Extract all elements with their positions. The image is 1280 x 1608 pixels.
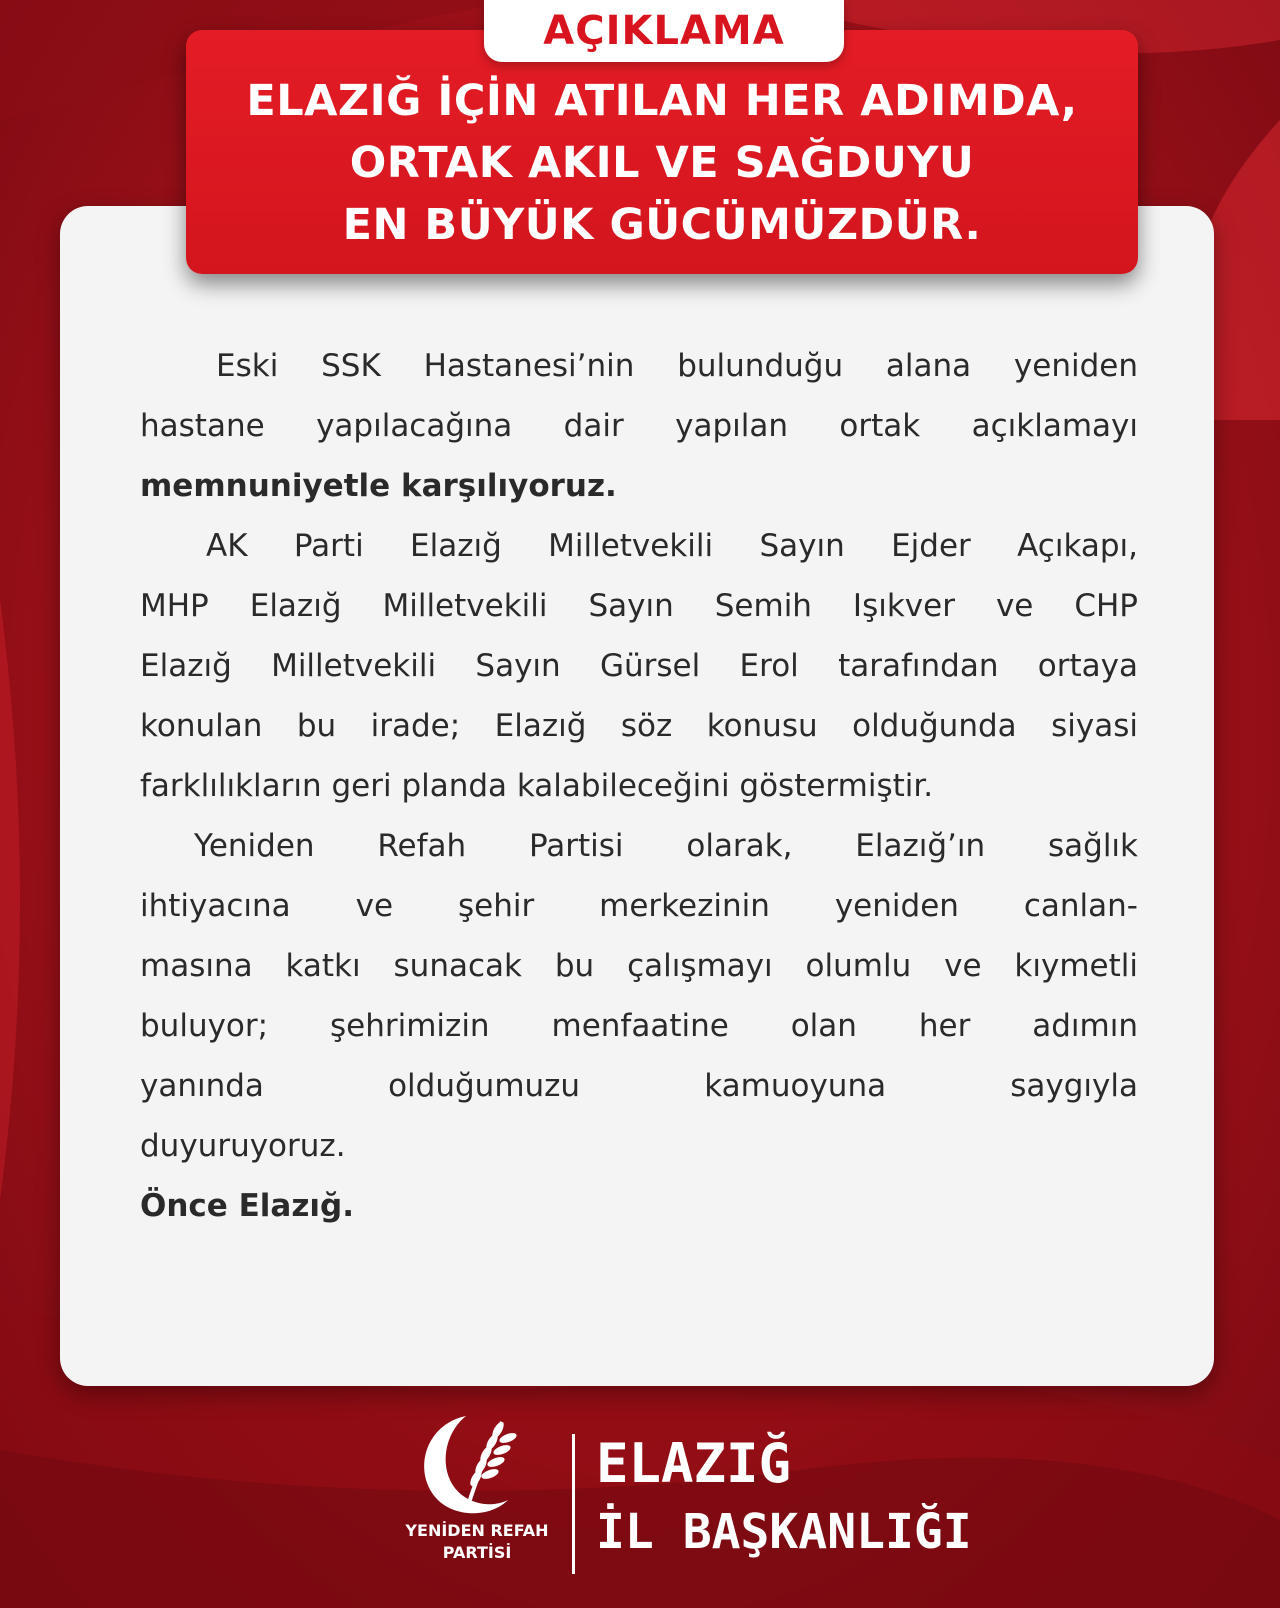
headline-line-1: ELAZIĞ İÇİN ATILAN HER ADIMDA, xyxy=(246,76,1078,126)
headline-line-3: EN BÜYÜK GÜCÜMÜZDÜR. xyxy=(342,200,982,250)
party-name xyxy=(392,1520,562,1564)
statement-line: Yeniden Refah Partisi olarak, Elazığ’ın sağlık xyxy=(194,828,1138,864)
statement-line: yanında olduğumuzu kamuoyuna saygıyla xyxy=(140,1068,1138,1104)
statement-closing: Önce Elazığ. xyxy=(140,1188,354,1224)
statement-line: farklılıkların geri planda kalabileceğini göstermiştir. xyxy=(140,768,934,804)
crescent-wheat-logo-icon xyxy=(404,1410,534,1520)
statement-line: Elazığ Milletvekili Sayın Gürsel Erol tarafından ortaya xyxy=(140,648,1138,684)
statement-line: MHP Elazığ Milletvekili Sayın Semih Işıkver ve CHP xyxy=(140,588,1138,624)
footer xyxy=(0,1396,1280,1608)
statement-line: masına katkı sunacak bu çalışmayı olumlu ve kıymetli xyxy=(140,948,1138,984)
city-name: ELAZIĞ xyxy=(596,1432,792,1495)
statement-line: ihtiyacına ve şehir merkezinin yeniden canlan- xyxy=(140,888,1138,924)
headline-line-2: ORTAK AKIL VE SAĞDUYU xyxy=(349,138,975,188)
statement-text xyxy=(140,336,1138,1236)
statement-line: AK Parti Elazığ Milletvekili Sayın Ejder Açıkapı, xyxy=(206,528,1138,564)
headline-banner xyxy=(186,30,1138,274)
announcement-tag xyxy=(484,0,844,62)
party-name-line-2: PARTİSİ xyxy=(442,1543,512,1562)
office-name: İL BAŞKANLIĞI xyxy=(596,1504,972,1560)
statement-line: buluyor; şehrimizin menfaatine olan her adımın xyxy=(140,1008,1138,1044)
statement-line: konulan bu irade; Elazığ söz konusu olduğunda siyasi xyxy=(140,708,1138,744)
party-name-line-1: YENİDEN REFAH xyxy=(405,1521,549,1540)
statement-line: hastane yapılacağına dair yapılan ortak açıklamayı xyxy=(140,408,1138,444)
statement-line-emphasis: memnuniyetle karşılıyoruz. xyxy=(140,468,617,504)
statement-line: Eski SSK Hastanesi’nin bulunduğu alana yeniden xyxy=(216,348,1138,384)
footer-divider xyxy=(572,1434,575,1574)
statement-line: duyuruyoruz. xyxy=(140,1128,346,1164)
announcement-tag-label: AÇIKLAMA xyxy=(543,8,785,54)
